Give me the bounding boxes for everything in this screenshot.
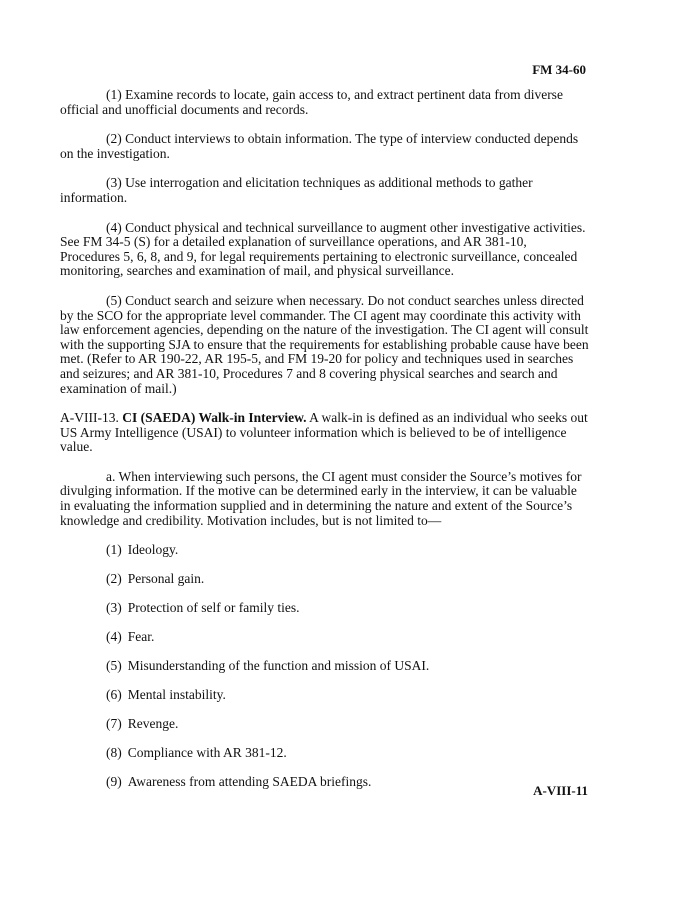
list-item-text: Ideology.	[127, 542, 179, 558]
list-item	[60, 746, 590, 775]
list-item	[60, 630, 590, 659]
section-walk-in-interview	[60, 411, 590, 455]
page-footer-number: A-VIII-11	[533, 783, 588, 798]
page-header-doc-id: FM 34-60	[532, 62, 586, 77]
list-item-number: (6)	[106, 687, 122, 703]
list-item-number: (9)	[106, 774, 122, 790]
list-item-text: Mental instability.	[127, 687, 226, 703]
list-item-number: (5)	[106, 658, 122, 674]
paragraph-surveillance: (4) Conduct physical and technical surveillance to augment other investigative activities. See FM 34-5 (S) for a detailed explanation of surveillance operations, and AR 381-10, Procedures 5, 6, 8, and 9, for legal requirements pertaining to electronic surveillance, concealed monitoring, searches and examination of mail, and physical surveillance.	[60, 219, 586, 279]
paragraph-conduct-interviews: (2) Conduct interviews to obtain information. The type of interview conducted depends on the investigation.	[60, 131, 579, 161]
list-item	[60, 601, 590, 630]
list-item-number: (1)	[106, 542, 122, 558]
list-item-number: (8)	[106, 745, 122, 761]
list-item-text: Awareness from attending SAEDA briefings.	[127, 774, 372, 790]
paragraph-search-seizure: (5) Conduct search and seizure when necessary. Do not conduct searches unless directed by the SCO for the appropriate level commander. The CI agent may coordinate this activity with law enforcement agencies, depending on the nature of the investigation. The CI agent will consult with the supporting SJA to ensure that the requirements for establishing probable cause have been met. (Refer to AR 190-22, AR 195-5, and FM 19-20 for policy and techniques used in searches and seizures; and AR 381-10, Procedures 7 and 8 covering physical searches and search and examination of mail.)	[60, 292, 589, 396]
list-item-number: (2)	[106, 571, 122, 587]
list-item-text: Personal gain.	[127, 571, 205, 587]
paragraph-a-motives: a. When interviewing such persons, the CI agent must consider the Source’s motives for divulging information. If the motive can be determined early in the interview, it can be valuable in evaluating the information supplied and in determining the nature and extent of the Source’s knowledge and credibility. Motivation includes, but is not limited to—	[60, 468, 582, 528]
document-body	[60, 88, 590, 804]
list-item-number: (3)	[106, 600, 122, 616]
section-number: A-VIII-13.	[60, 410, 119, 426]
list-item-text: Compliance with AR 381-12.	[127, 745, 287, 761]
list-item-text: Fear.	[127, 629, 155, 645]
motivation-list	[60, 543, 590, 804]
list-item	[60, 572, 590, 601]
paragraph-examine-records: (1) Examine records to locate, gain access to, and extract pertinent data from diverse official and unofficial documents and records.	[60, 87, 563, 117]
list-item	[60, 688, 590, 717]
list-item-text: Misunderstanding of the function and mission of USAI.	[127, 658, 430, 674]
list-item-number: (7)	[106, 716, 122, 732]
paragraph-interrogation: (3) Use interrogation and elicitation techniques as additional methods to gather information.	[60, 175, 533, 205]
section-text: A walk-in is defined as an individual who seeks out US Army Intelligence (USAI) to volunteer information which is believed to be of intelligence value.	[60, 410, 588, 455]
list-item	[60, 775, 590, 804]
section-title: CI (SAEDA) Walk-in Interview.	[122, 410, 307, 426]
list-item	[60, 717, 590, 746]
list-item	[60, 543, 590, 572]
list-item-number: (4)	[106, 629, 122, 645]
list-item-text: Revenge.	[127, 716, 179, 732]
list-item-text: Protection of self or family ties.	[127, 600, 300, 616]
list-item	[60, 659, 590, 688]
